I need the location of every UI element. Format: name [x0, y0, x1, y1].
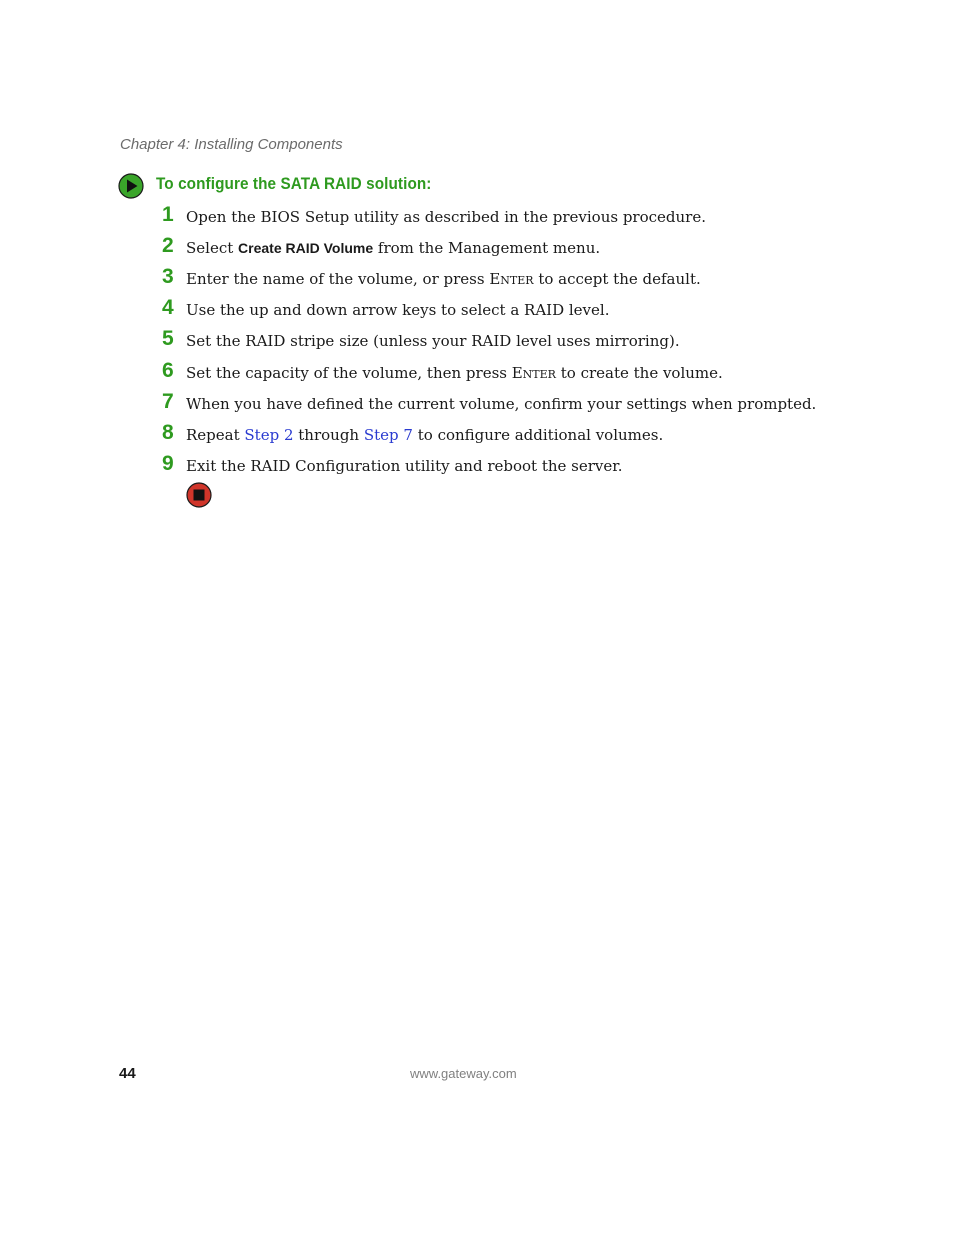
step-text: Repeat Step 2 through Step 7 to configure additional volumes. [186, 426, 664, 444]
chapter-header: Chapter 4: Installing Components [120, 136, 343, 153]
step-number: 8 [162, 421, 174, 444]
step-text: Use the up and down arrow keys to select a RAID level. [186, 301, 610, 319]
step-number: 6 [162, 359, 174, 382]
menu-option-term: Create RAID Volume [238, 240, 374, 256]
step-number: 3 [162, 265, 174, 288]
step-number: 9 [162, 452, 174, 475]
step-item [0, 327, 954, 355]
step-item [0, 296, 954, 324]
procedure-title: To configure the SATA RAID solution: [156, 174, 432, 193]
step-number: 7 [162, 390, 174, 413]
step-text: Enter the name of the volume, or press Enter to accept the default. [186, 270, 701, 288]
step-number: 4 [162, 296, 174, 319]
enter-key-term: Enter [489, 270, 534, 288]
step-item [0, 452, 954, 480]
step-item [0, 359, 954, 387]
enter-key-term: Enter [511, 364, 556, 382]
step-2-link[interactable]: Step 2 [244, 426, 294, 444]
play-arrow-icon [118, 173, 144, 199]
step-text: Select Create RAID Volume from the Management menu. [186, 239, 601, 257]
step-text: Exit the RAID Configuration utility and reboot the server. [186, 457, 623, 475]
stop-icon [186, 482, 212, 508]
step-item [0, 234, 954, 262]
step-item [0, 421, 954, 449]
step-text: When you have defined the current volume, confirm your settings when prompted. [186, 395, 817, 413]
step-text: Set the RAID stripe size (unless your RAID level uses mirroring). [186, 332, 680, 350]
step-item [0, 265, 954, 293]
step-item [0, 203, 954, 231]
footer-url: www.gateway.com [410, 1066, 517, 1081]
page-number: 44 [119, 1065, 136, 1082]
step-7-link[interactable]: Step 7 [363, 426, 413, 444]
step-number: 5 [162, 327, 174, 350]
step-number: 1 [162, 203, 174, 226]
step-text: Set the capacity of the volume, then press Enter to create the volume. [186, 364, 723, 382]
step-item [0, 390, 954, 418]
step-number: 2 [162, 234, 174, 257]
step-text: Open the BIOS Setup utility as described in the previous procedure. [186, 208, 706, 226]
